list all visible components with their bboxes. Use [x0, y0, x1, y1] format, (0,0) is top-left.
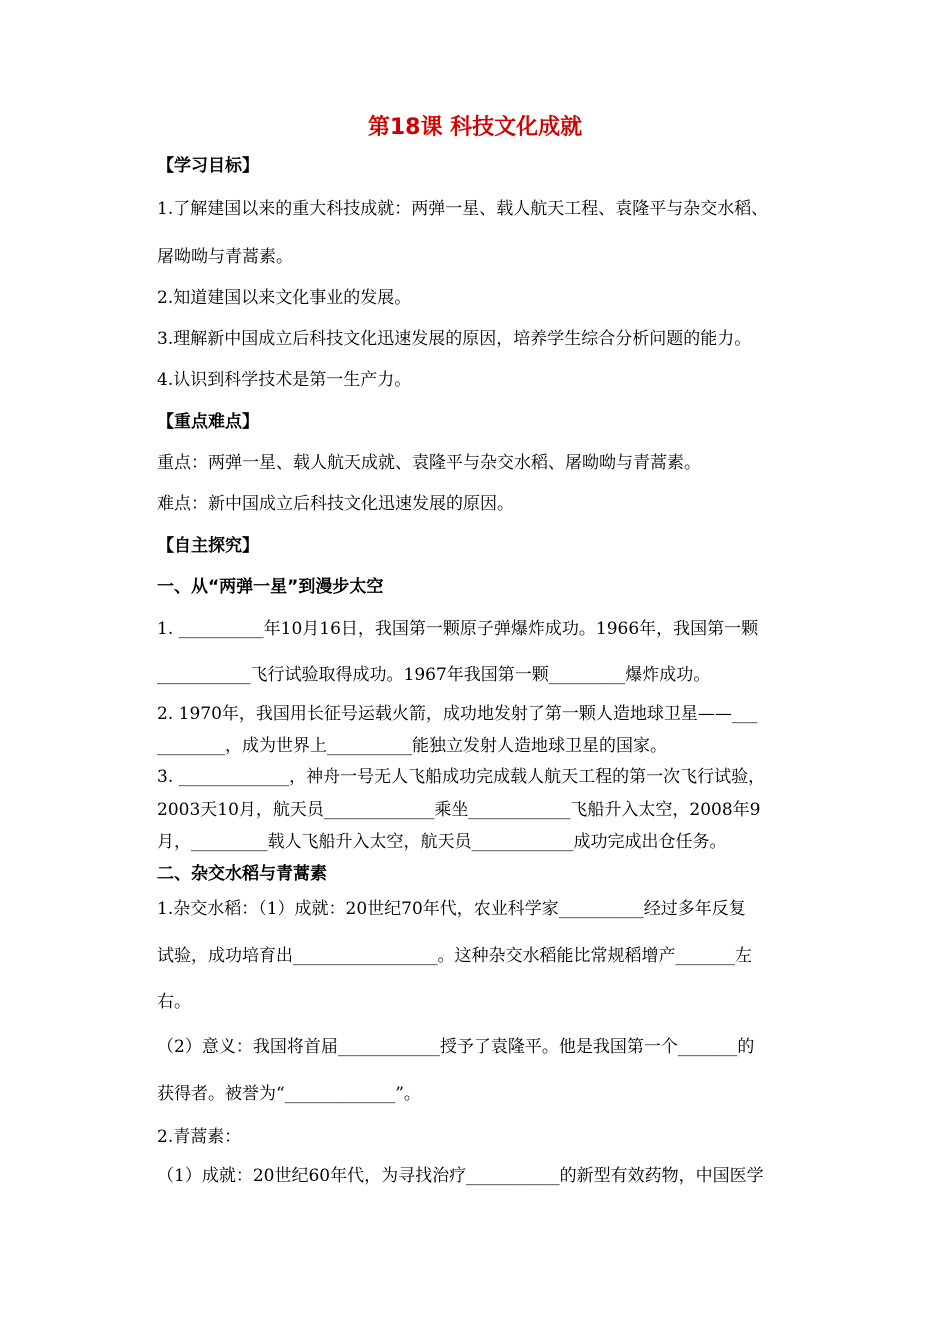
goal-line: 1.了解建国以来的重大科技成就：两弹一星、载人航天工程、袁隆平与杂交水稻、 [157, 199, 769, 219]
subsection-heading-space: 一、从“两弹一星”到漫步太空 [157, 577, 384, 597]
question-line: 获得者。被誉为“_____________”。 [157, 1084, 421, 1104]
question-line: 月，_________载人飞船升入太空，航天员____________成功完成出仓任务。 [157, 832, 727, 852]
goal-line: 2.知道建国以来文化事业的发展。 [157, 288, 412, 308]
question-line: 右。 [157, 992, 191, 1012]
question-line: 试验，成功培育出_________________。这种杂交水稻能比常规稻增产_______左 [157, 946, 752, 966]
question-line: 3. _____________，神舟一号无人飞船成功完成载人航天工程的第一次飞行试验， [157, 767, 766, 787]
question-line: 2. 1970年，我国用长征号运载火箭，成功地发射了第一颗人造地球卫星——___ [157, 704, 758, 724]
key-point-line: 重点：两弹一星、载人航天成就、袁隆平与杂交水稻、屠呦呦与青蒿素。 [157, 453, 701, 473]
lesson-title: 第18课 科技文化成就 [367, 115, 583, 140]
goal-line: 屠呦呦与青蒿素。 [157, 247, 293, 267]
section-heading-key-points: 【重点难点】 [157, 412, 259, 432]
goal-line: 4.认识到科学技术是第一生产力。 [157, 370, 412, 390]
question-line: 1. __________年10月16日，我国第一颗原子弹爆炸成功。1966年，我国第一颗 [157, 619, 759, 639]
question-line: 2.青蒿素： [157, 1127, 242, 1147]
subsection-heading-rice: 二、杂交水稻与青蒿素 [157, 864, 327, 884]
question-line: 1.杂交水稻：（1）成就：20世纪70年代，农业科学家__________经过多年反复 [157, 899, 746, 919]
question-line: 2003天10月，航天员_____________乘坐____________飞船升入太空，2008年9 [157, 800, 761, 820]
difficulty-line: 难点：新中国成立后科技文化迅速发展的原因。 [157, 494, 514, 514]
section-heading-self-study: 【自主探究】 [157, 536, 259, 556]
question-line: ___________飞行试验取得成功。1967年我国第一颗_________爆炸成功。 [157, 665, 711, 685]
goal-line: 3.理解新中国成立后科技文化迅速发展的原因，培养学生综合分析问题的能力。 [157, 329, 752, 349]
question-line: （2）意义：我国将首届____________授予了袁隆平。他是我国第一个_______的 [157, 1037, 755, 1057]
question-line: （1）成就：20世纪60年代，为寻找治疗___________的新型有效药物，中国医学 [157, 1166, 764, 1186]
section-heading-learning-goals: 【学习目标】 [157, 156, 259, 176]
question-line: ________，成为世界上__________能独立发射人造地球卫星的国家。 [157, 736, 667, 756]
